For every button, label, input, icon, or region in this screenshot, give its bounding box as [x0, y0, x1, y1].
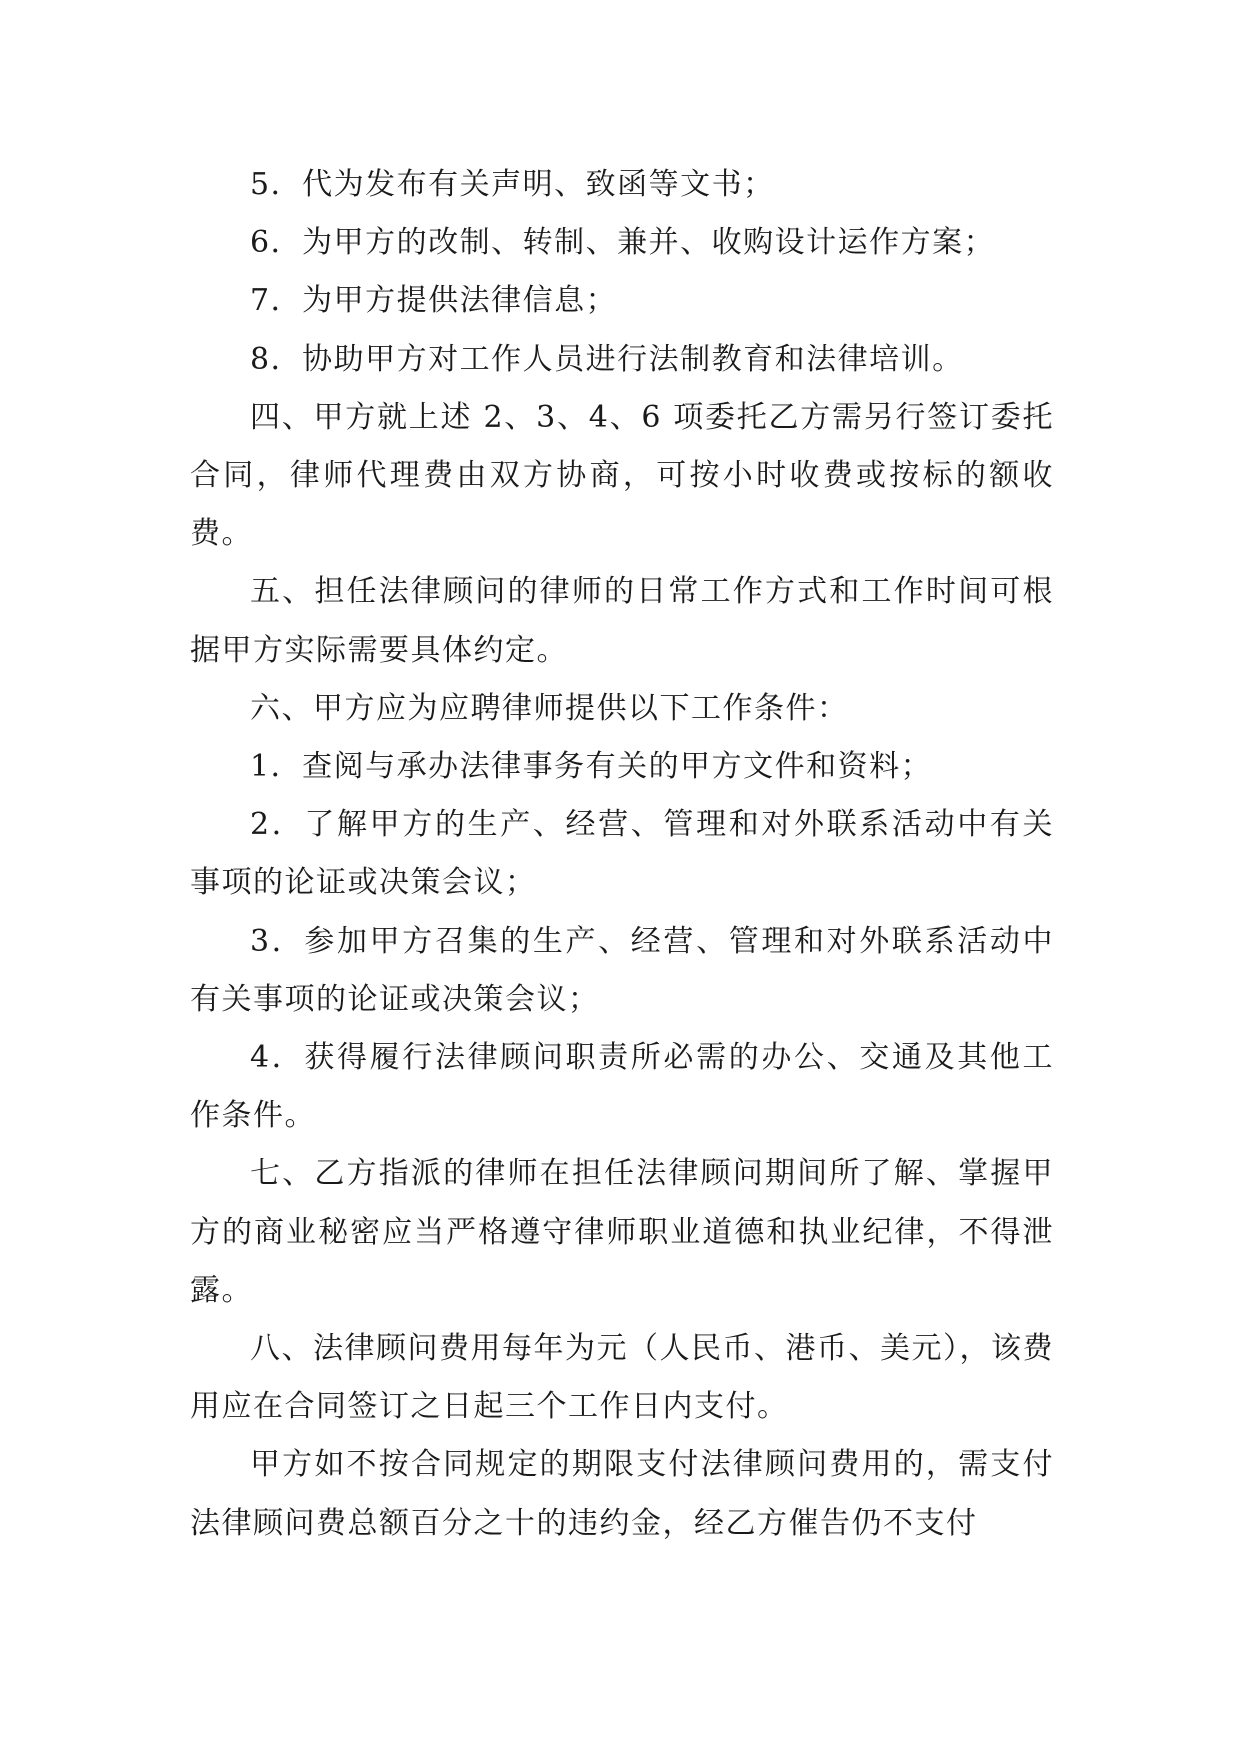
document-body [190, 156, 1054, 1553]
paragraph-condition-3: 3．参加甲方召集的生产、经营、管理和对外联系活动中有关事项的论证或决策会议； [190, 923, 1054, 1017]
paragraph-item-8: 8．协助甲方对工作人员进行法制教育和法律培训。 [250, 341, 964, 377]
paragraph-penalty: 甲方如不按合同规定的期限支付法律顾问费用的，需支付法律顾问费总额百分之十的违约金，经乙方催告仍不支付 [190, 1447, 1054, 1541]
paragraph-item-6: 6．为甲方的改制、转制、兼并、收购设计运作方案； [250, 225, 996, 261]
paragraph-condition-2: 2．了解甲方的生产、经营、管理和对外联系活动中有关事项的论证或决策会议； [190, 807, 1054, 901]
paragraph-condition-1: 1．查阅与承办法律事务有关的甲方文件和资料； [250, 749, 933, 785]
paragraph-item-7: 7．为甲方提供法律信息； [250, 283, 618, 319]
paragraph-section-7: 七、乙方指派的律师在担任法律顾问期间所了解、掌握甲方的商业秘密应当严格遵守律师职业道德和执业纪律，不得泄露。 [190, 1156, 1054, 1308]
paragraph-item-5: 5．代为发布有关声明、致函等文书； [250, 167, 775, 202]
paragraph-section-5: 五、担任法律顾问的律师的日常工作方式和工作时间可根据甲方实际需要具体约定。 [190, 574, 1054, 668]
paragraph-section-6: 六、甲方应为应聘律师提供以下工作条件： [250, 690, 849, 726]
paragraph-condition-4: 4．获得履行法律顾问职责所必需的办公、交通及其他工作条件。 [190, 1040, 1054, 1134]
paragraph-section-8: 八、法律顾问费用每年为元（人民币、港币、美元），该费用应在合同签订之日起三个工作日内支付。 [190, 1331, 1054, 1425]
paragraph-section-4: 四、甲方就上述 2、3、4、6 项委托乙方需另行签订委托合同，律师代理费由双方协商，可按小时收费或按标的额收费。 [190, 399, 1054, 552]
